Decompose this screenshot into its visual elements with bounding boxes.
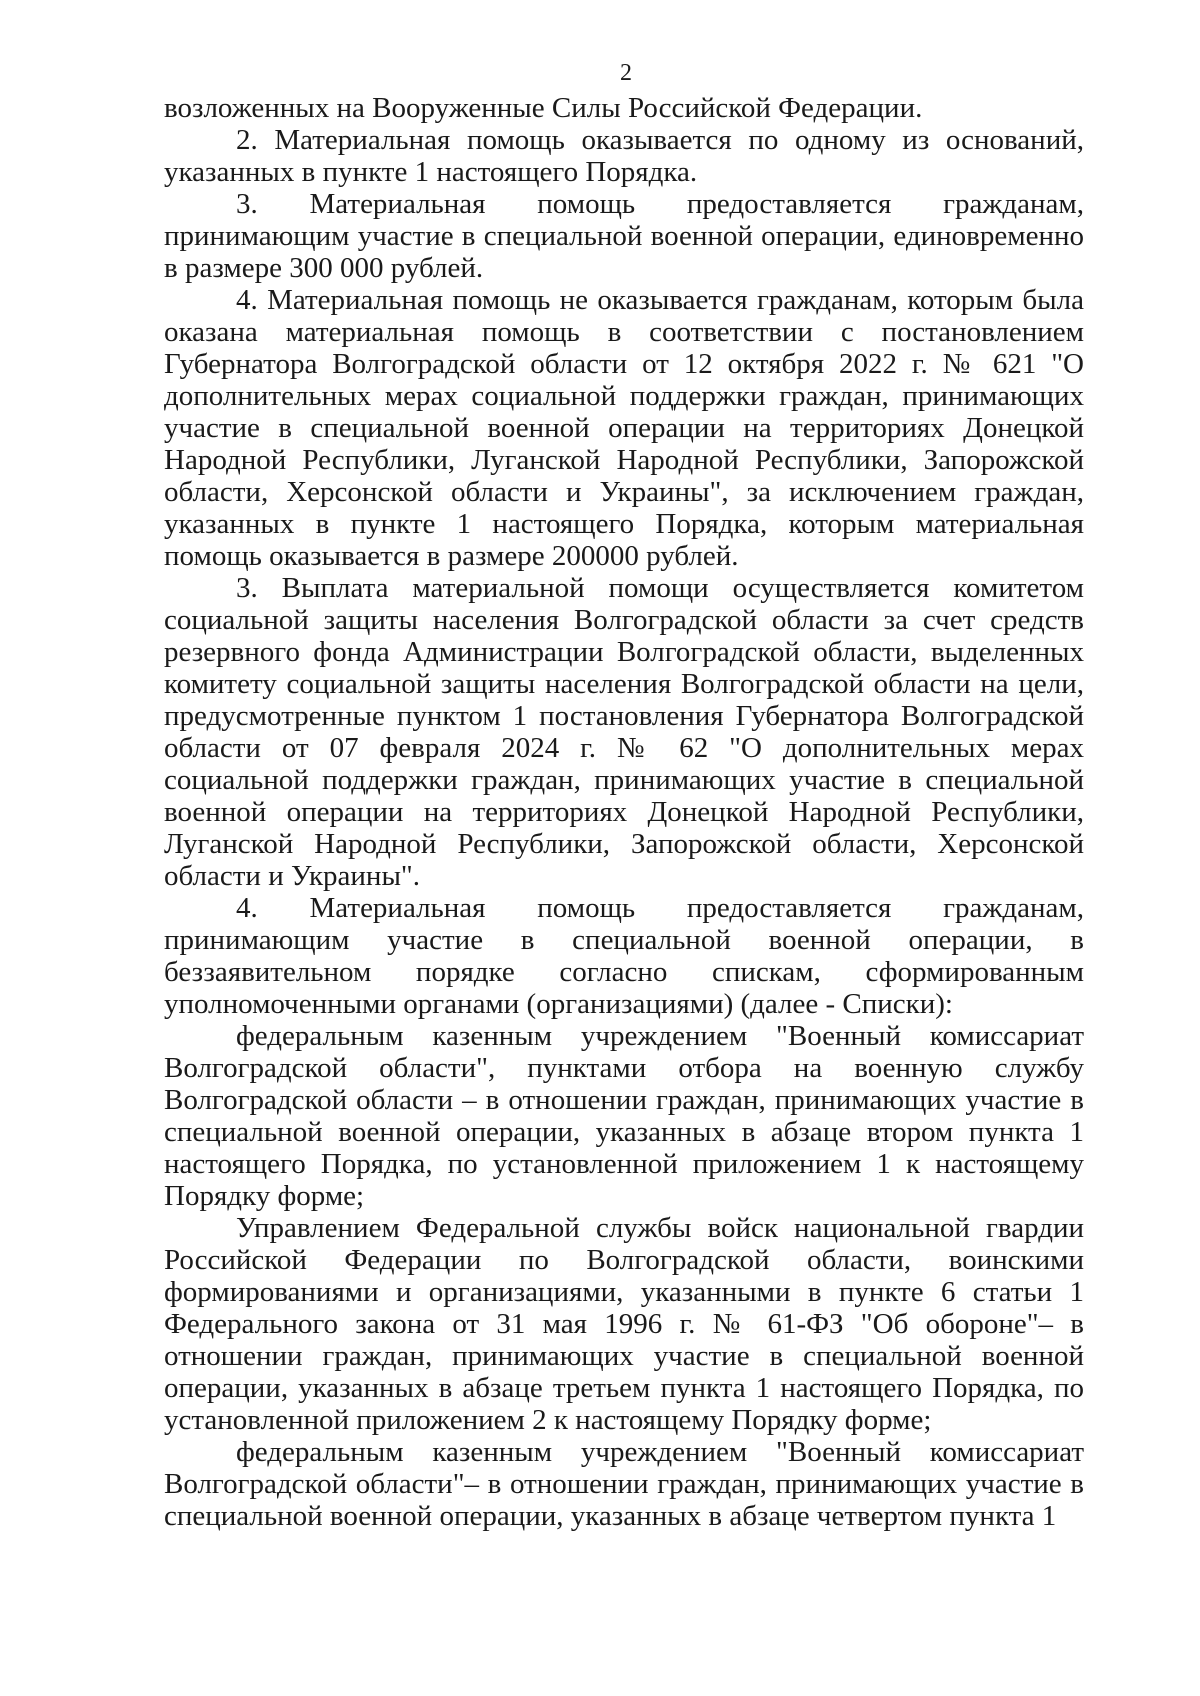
paragraph-item-2: 2. Материальная помощь оказывается по одному из оснований, указанных в пункте 1 настоящего Порядка. <box>164 124 1084 188</box>
paragraph-continuation: возложенных на Вооруженные Силы Российской Федерации. <box>164 92 923 124</box>
paragraph-lists: 4. Материальная помощь предоставляется гражданам, принимающим участие в специальной военной операции, в беззаявительном порядке согласно спискам, сформированным уполномоченными органами (организациями) (далее - Списки): <box>164 892 1084 1020</box>
paragraph-item-3: 3. Материальная помощь предоставляется гражданам, принимающим участие в специальной военной операции, единовременно в размере 300 000 рублей. <box>164 188 1084 284</box>
paragraph-national-guard: Управлением Федеральной службы войск национальной гвардии Российской Федерации по Волгоградской области, воинскими формированиями и организациями, указанными в пункте 6 статьи 1 Федерального закона от 31 мая 1996 г. № 61-ФЗ "Об обороне"– в отношении граждан, принимающих участие в специальной военной операции, указанных в абзаце третьем пункта 1 настоящего Порядка, по установленной приложением 2 к настоящему Порядку форме; <box>164 1212 1084 1436</box>
document-body <box>164 92 1084 1532</box>
paragraph-military-commissariat: федеральным казенным учреждением "Военный комиссариат Волгоградской области", пунктами отбора на военную службу Волгоградской области – в отношении граждан, принимающих участие в специальной военной операции, указанных в абзаце втором пункта 1 настоящего Порядка, по установленной приложением 1 к настоящему Порядку форме; <box>164 1020 1084 1212</box>
paragraph-item-4: 4. Материальная помощь не оказывается гражданам, которым была оказана материальная помощь в соответствии с постановлением Губернатора Волгоградской области от 12 октября 2022 г. № 621 "О дополнительных мерах социальной поддержки граждан, принимающих участие в специальной военной операции на территориях Донецкой Народной Республики, Луганской Народной Республики, Запорожской области, Херсонской области и Украины", за исключением граждан, указанных в пункте 1 настоящего Порядка, которым материальная помощь оказывается в размере 200000 рублей. <box>164 284 1084 572</box>
paragraph-commissariat-fourth: федеральным казенным учреждением "Военный комиссариат Волгоградской области"– в отношении граждан, принимающих участие в специальной военной операции, указанных в абзаце четвертом пункта 1 <box>164 1436 1084 1532</box>
page-number: 2 <box>620 60 632 86</box>
paragraph-payment-source: 3. Выплата материальной помощи осуществляется комитетом социальной защиты населения Волгоградской области за счет средств резервного фонда Администрации Волгоградской области, выделенных комитету социальной защиты населения Волгоградской области на цели, предусмотренные пунктом 1 постановления Губернатора Волгоградской области от 07 февраля 2024 г. № 62 "О дополнительных мерах социальной поддержки граждан, принимающих участие в специальной военной операции на территориях Донецкой Народной Республики, Луганской Народной Республики, Запорожской области, Херсонской области и Украины". <box>164 572 1084 892</box>
